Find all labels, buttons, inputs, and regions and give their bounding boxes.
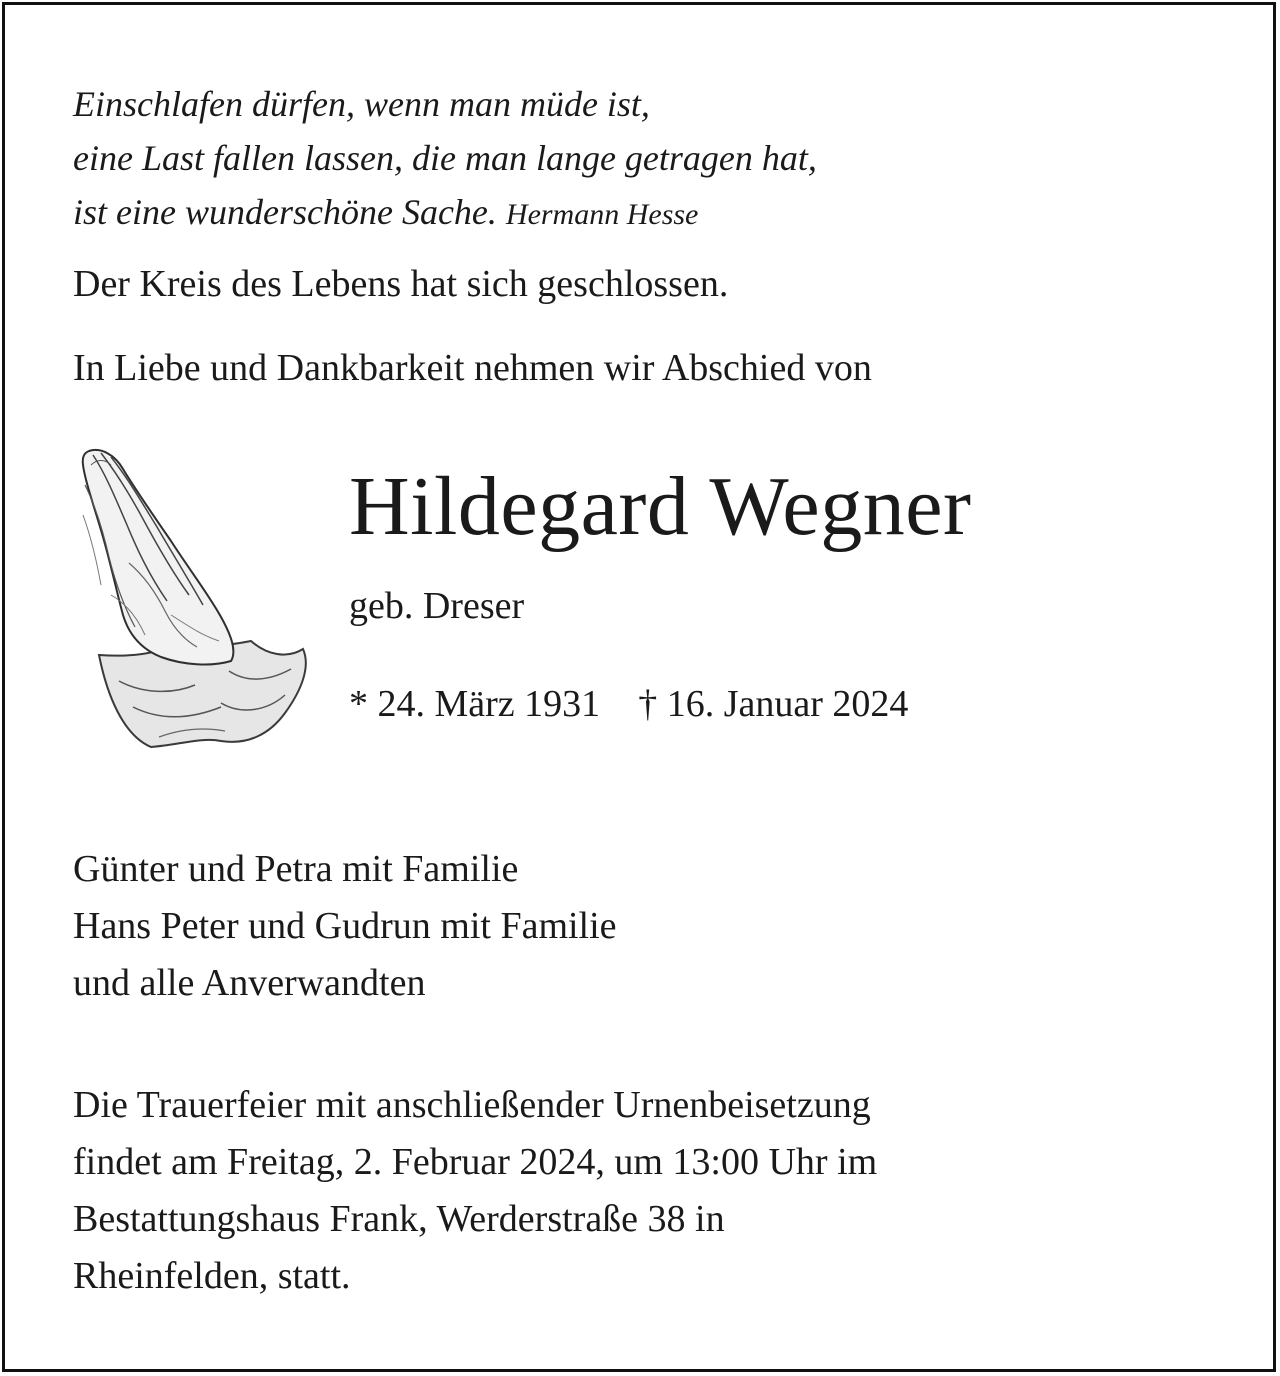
farewell-text: In Liebe und Dankbarkeit nehmen wir Abschied von bbox=[73, 347, 872, 389]
quote-line: eine Last fallen lassen, die man lange getragen hat, bbox=[73, 138, 817, 178]
service-line: Rheinfelden, statt. bbox=[73, 1255, 351, 1297]
mourner-line: Hans Peter und Gudrun mit Familie bbox=[73, 905, 617, 947]
circle-of-life-text: Der Kreis des Lebens hat sich geschlossen. bbox=[73, 263, 729, 305]
obituary-notice bbox=[2, 2, 1276, 1372]
service-line: Bestattungshaus Frank, Werderstraße 38 in bbox=[73, 1198, 725, 1240]
death-date: † 16. Januar 2024 bbox=[638, 683, 909, 725]
service-line: findet am Freitag, 2. Februar 2024, um 13:00 Uhr im bbox=[73, 1141, 878, 1183]
service-line: Die Trauerfeier mit anschließender Urnenbeisetzung bbox=[73, 1084, 871, 1126]
quote-text: ist eine wunderschöne Sache. bbox=[73, 192, 497, 232]
mourners-list bbox=[73, 841, 617, 1012]
life-dates bbox=[349, 681, 908, 727]
mourner-line: Günter und Petra mit Familie bbox=[73, 848, 519, 890]
quote-line: Einschlafen dürfen, wenn man müde ist, bbox=[73, 84, 650, 124]
funeral-service-info bbox=[73, 1077, 877, 1305]
praying-hands-icon bbox=[71, 445, 317, 751]
deceased-name: Hildegard Wegner bbox=[349, 460, 972, 553]
maiden-name: geb. Dreser bbox=[349, 585, 525, 627]
quote-line bbox=[73, 185, 817, 242]
hesse-quote bbox=[73, 77, 817, 242]
quote-author: Hermann Hesse bbox=[505, 198, 699, 231]
birth-date: * 24. März 1931 bbox=[349, 683, 601, 725]
mourner-line: und alle Anverwandten bbox=[73, 962, 426, 1004]
